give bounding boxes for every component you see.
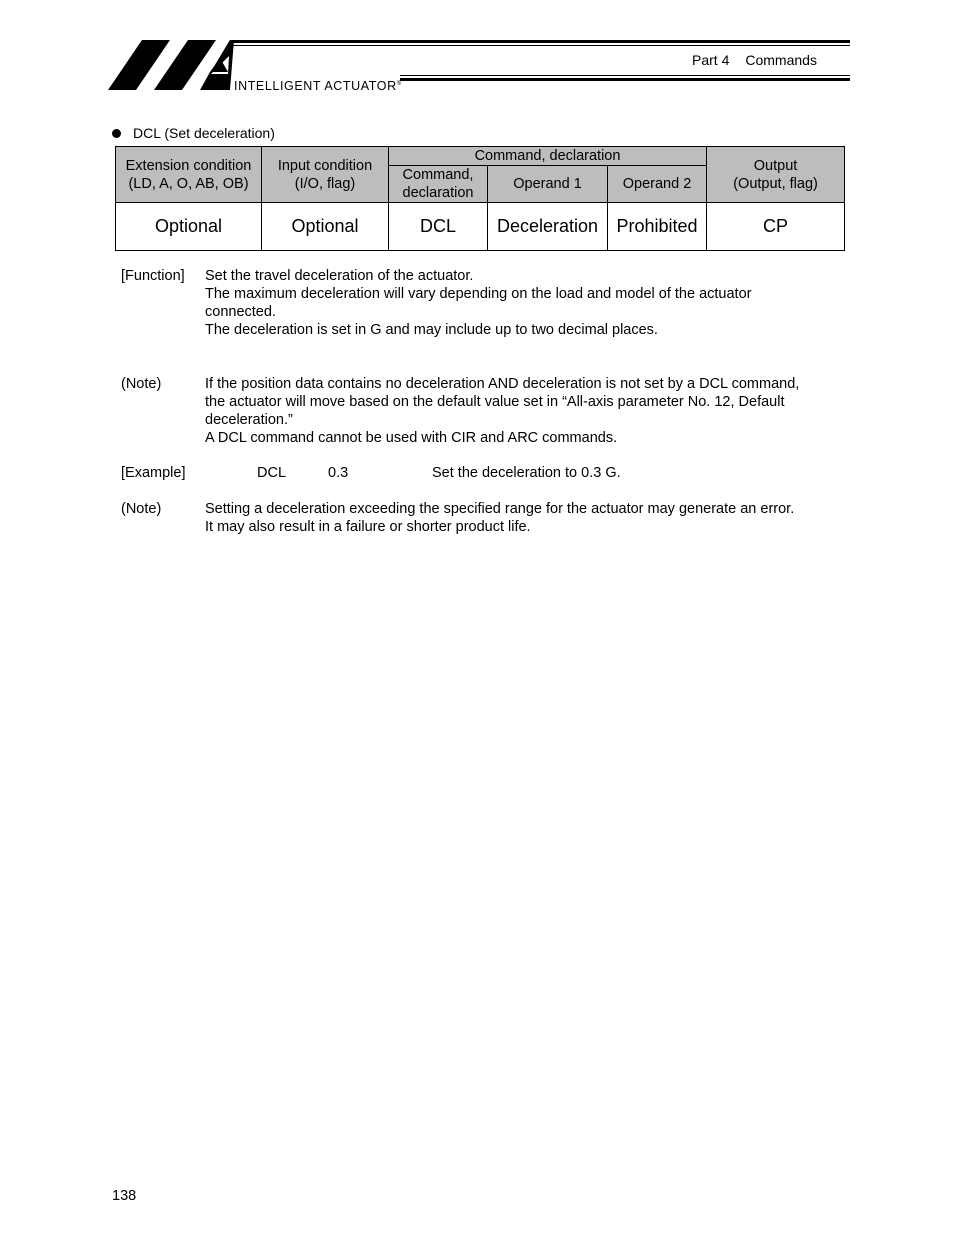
bullet-icon: [112, 129, 121, 138]
note-2-text: Setting a deceleration exceeding the specified range for the actuator may generate an error. It may also result in a failure or shorter product life.: [205, 501, 795, 535]
header-operand-2: Operand 2: [608, 166, 707, 203]
header-rule-top-thick: [232, 40, 850, 43]
function-text: Set the travel deceleration of the actuator. The maximum deceleration will vary depending on the load and model of the actuator connected. The deceleration is set in G and may include up to two decimal places.: [205, 268, 752, 338]
cell-output: CP: [707, 203, 845, 251]
note-1-label: (Note): [121, 376, 162, 392]
header-extension-condition: Extension condition (LD, A, O, AB, OB): [116, 147, 262, 203]
section-title-text: DCL (Set deceleration): [133, 125, 275, 141]
section-title: [112, 125, 275, 141]
example-label: [Example]: [121, 465, 186, 481]
header-command-declaration: Command, declaration: [389, 166, 488, 203]
command-table: [115, 146, 845, 251]
cell-extension-condition: Optional: [116, 203, 262, 251]
header-command-group: Command, declaration: [389, 147, 707, 166]
note-2-label: (Note): [121, 501, 162, 517]
header-section: [692, 52, 817, 68]
header-rule-top-thin: [232, 45, 850, 46]
cell-command: DCL: [389, 203, 488, 251]
header-output: Output (Output, flag): [707, 147, 845, 203]
header-input-condition: Input condition (I/O, flag): [262, 147, 389, 203]
header-section-name: Commands: [745, 52, 817, 68]
example-description: Set the deceleration to 0.3 G.: [432, 465, 621, 481]
note-1-text: If the position data contains no deceleration AND deceleration is not set by a DCL command, the actuator will move based on the default value set in “All-axis parameter No. 12, Default deceleration.” A DCL command cannot be used with CIR and ARC commands.: [205, 376, 800, 446]
cell-operand-2: Prohibited: [608, 203, 707, 251]
header-rule-bottom-thick: [400, 78, 850, 81]
header-part: Part 4: [692, 52, 730, 68]
example-command: DCL: [257, 465, 287, 481]
example-operand: 0.3: [328, 465, 349, 481]
page-number: 138: [112, 1188, 137, 1204]
cell-operand-1: Deceleration: [488, 203, 608, 251]
header-operand-1: Operand 1: [488, 166, 608, 203]
brand-name: INTELLIGENT ACTUATOR®: [234, 79, 402, 93]
registered-mark: ®: [396, 80, 402, 87]
cell-input-condition: Optional: [262, 203, 389, 251]
function-label: [Function]: [121, 268, 185, 284]
header-rule-bottom-thin: [400, 75, 850, 76]
